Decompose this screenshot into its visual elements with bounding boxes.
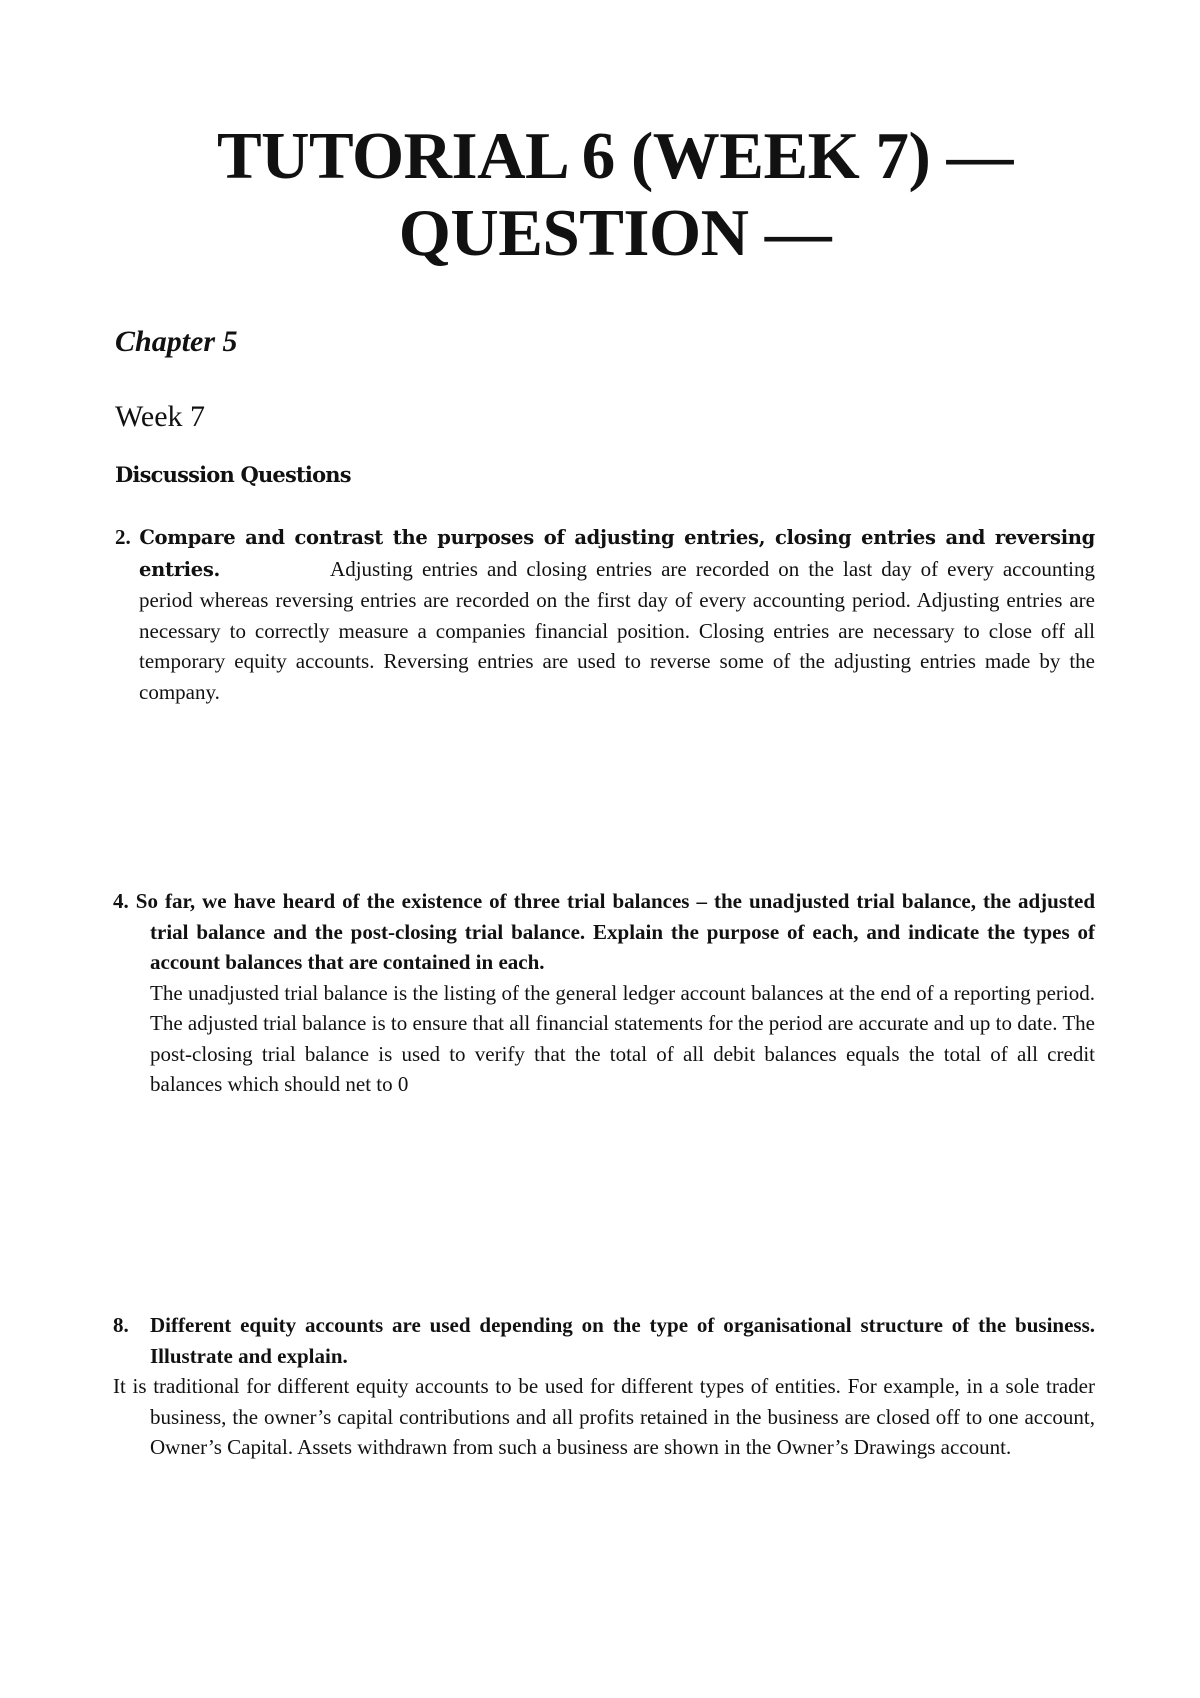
title-line-1: TUTORIAL 6 (WEEK 7) — (216, 119, 1014, 193)
question-8 (113, 1310, 1095, 1463)
question-text: Different equity accounts are used depending on the type of organisational structure of the business. Illustrate and explain. (150, 1313, 1095, 1368)
question-2 (115, 522, 1095, 707)
question-4 (113, 886, 1095, 1100)
question-number: 4. (113, 889, 129, 913)
week-heading: Week 7 (115, 400, 206, 433)
answer-text: Adjusting entries and closing entries are recorded on the last day of every accounting period whereas reversing entries are recorded on the first day of every accounting period. Adjusting entries are necessary to correctly measure a companies financial position. Closing entries are necessary to close off all temporary equity accounts. Reversing entries are used to reverse some of the adjusting entries made by the company. (139, 556, 1095, 704)
question-8-heading (113, 1310, 1095, 1371)
question-text: So far, we have heard of the existence of three trial balances – the unadjusted trial balance, the adjusted trial balance and the post-closing trial balance. Explain the purpose of each, and indicate the types of account balances that are contained in each. (135, 889, 1096, 974)
chapter-heading: Chapter 5 (115, 325, 238, 358)
section-heading: Discussion Questions (115, 462, 351, 487)
answer-text: It is traditional for different equity accounts to be used for different types of entities. For example, in a sole trader business, the owner’s capital contributions and all profits retained in the business are closed off to one account, Owner’s Capital. Assets withdrawn from such a business are shown in the Owner’s Drawings account. (113, 1374, 1095, 1459)
question-text: Compare and contrast the purposes of adjusting entries, closing entries and reversing entries. (139, 526, 1096, 581)
answer-text: The unadjusted trial balance is the listing of the general ledger account balances at the end of a reporting period. The adjusted trial balance is to ensure that all financial statements for the period are accurate and up to date. The post-closing trial balance is used to verify that the total of all debit balances equals the total of all credit balances which should net to 0 (150, 980, 1095, 1096)
page-title (150, 118, 1080, 272)
question-number: 2. (115, 525, 131, 549)
question-number: 8. (113, 1313, 129, 1337)
title-line-2: QUESTION — (398, 196, 832, 270)
